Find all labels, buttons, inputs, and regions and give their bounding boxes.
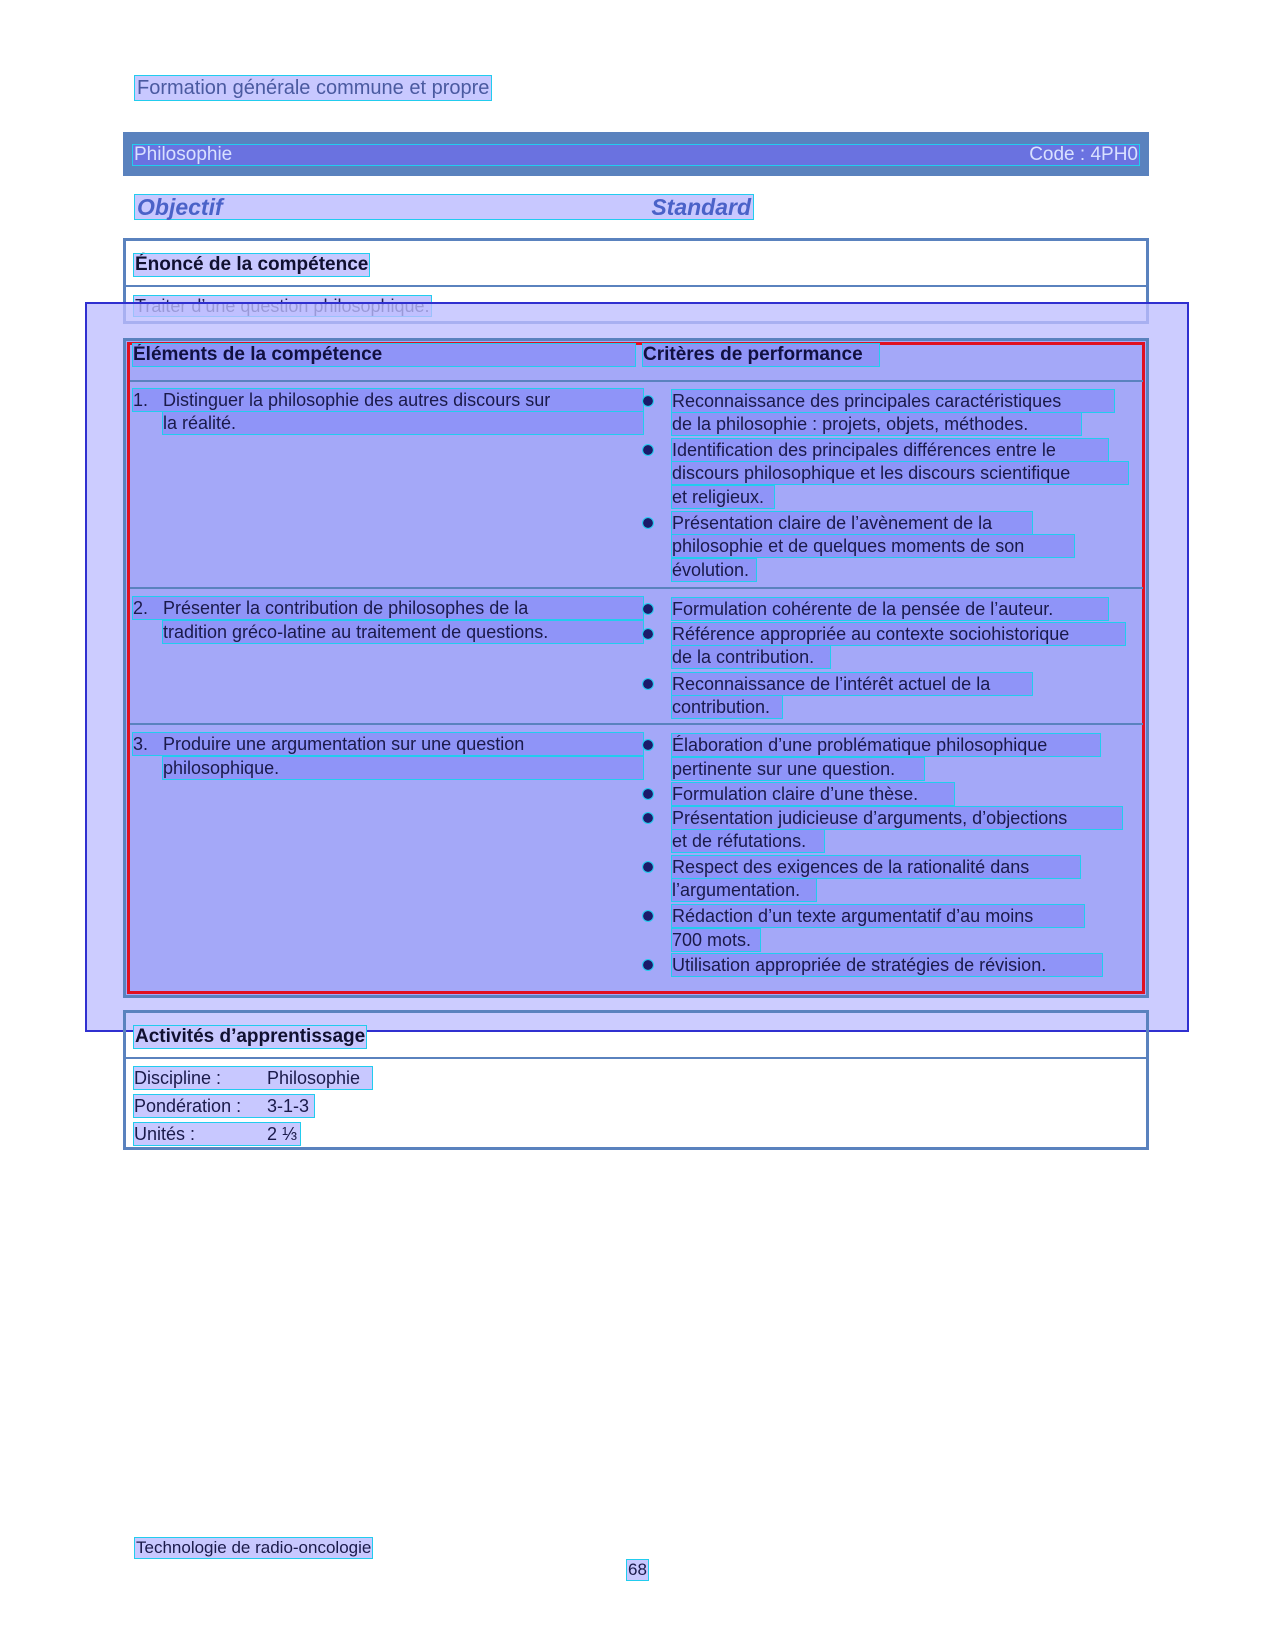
criterion-line: Formulation claire d’une thèse. xyxy=(672,783,954,805)
bullet-icon xyxy=(643,445,653,455)
bullet-icon xyxy=(643,679,653,689)
objectif-label: Objectif xyxy=(137,194,223,220)
element-line: Produire une argumentation sur une question xyxy=(163,734,525,754)
footer-program: Technologie de radio-oncologie xyxy=(136,1538,372,1557)
criterion-line: Présentation claire de l’avènement de la xyxy=(672,512,1032,534)
bullet-icon xyxy=(643,911,653,921)
element-line: Présenter la contribution de philosophes de la xyxy=(163,598,529,618)
criterion-line: contribution. xyxy=(672,696,782,718)
discipline-band-inner xyxy=(133,145,1139,165)
element-line: la réalité. xyxy=(163,412,643,434)
discipline-label: Discipline : xyxy=(134,1068,222,1088)
element-line: philosophique. xyxy=(163,757,643,779)
section-title: Formation générale commune et propre xyxy=(137,77,490,99)
criterion-line: et de réfutations. xyxy=(672,830,824,852)
unites-row xyxy=(134,1123,300,1145)
criterion-line: Présentation judicieuse d’arguments, d’objections xyxy=(672,807,1122,829)
bullet-icon xyxy=(643,960,653,970)
enonce-title: Énoncé de la compétence xyxy=(135,254,369,275)
divider xyxy=(130,587,1143,589)
activites-box xyxy=(123,1010,1149,1150)
bullet-icon xyxy=(643,789,653,799)
page-number: 68 xyxy=(628,1560,647,1579)
criterion-line: Reconnaissance de l’intérêt actuel de la xyxy=(672,673,1032,695)
criterion-line: Utilisation appropriée de stratégies de révision. xyxy=(672,954,1102,976)
divider xyxy=(126,285,1146,287)
criterion-line: Respect des exigences de la rationalité dans xyxy=(672,856,1080,878)
discipline-band xyxy=(123,132,1149,176)
criterion-line: Identification des principales différences entre le xyxy=(672,439,1108,461)
element-line: Distinguer la philosophie des autres discours sur xyxy=(163,390,551,410)
divider xyxy=(126,1057,1146,1059)
bullet-icon xyxy=(643,518,653,528)
element-number: 3. xyxy=(133,733,643,755)
discipline-value: Philosophie xyxy=(267,1068,361,1088)
discipline-name: Philosophie xyxy=(134,144,233,165)
standard-label: Standard xyxy=(651,194,751,220)
criterion-line: l’argumentation. xyxy=(672,879,816,901)
criterion-line: Formulation cohérente de la pensée de l’auteur. xyxy=(672,598,1108,620)
element-number: 1. xyxy=(133,389,643,411)
unites-label: Unités : xyxy=(134,1124,196,1144)
criterion-line: pertinente sur une question. xyxy=(672,758,924,780)
element-number: 2. xyxy=(133,597,643,619)
bullet-icon xyxy=(643,740,653,750)
criterion-line: de la contribution. xyxy=(672,646,830,668)
bullet-icon xyxy=(643,862,653,872)
bullet-icon xyxy=(643,813,653,823)
criterion-line: 700 mots. xyxy=(672,929,760,951)
discipline-code: Code : 4PH0 xyxy=(1029,144,1138,165)
criterion-line: et religieux. xyxy=(672,486,774,508)
bullet-icon xyxy=(643,604,653,614)
criterion-line: évolution. xyxy=(672,559,756,581)
discipline-row xyxy=(134,1067,372,1089)
ponderation-value: 3-1-3 xyxy=(267,1096,310,1116)
criterion-line: de la philosophie : projets, objets, méthodes. xyxy=(672,413,1081,435)
criterion-line: Élaboration d’une problématique philosophique xyxy=(672,734,1100,756)
bullet-icon xyxy=(643,396,653,406)
col-header-elements: Éléments de la compétence xyxy=(133,344,635,366)
objectif-standard-row xyxy=(135,195,753,219)
criterion-line: Rédaction d’un texte argumentatif d’au moins xyxy=(672,905,1084,927)
criterion-line: Référence appropriée au contexte sociohistorique xyxy=(672,623,1125,645)
col-header-criteres: Critères de performance xyxy=(643,344,879,366)
criterion-line: Reconnaissance des principales caractéristiques xyxy=(672,390,1114,412)
ponderation-row xyxy=(134,1095,314,1117)
divider xyxy=(130,723,1143,725)
activites-title: Activités d’apprentissage xyxy=(135,1026,366,1047)
criterion-line: discours philosophique et les discours scientifique xyxy=(672,462,1128,484)
criterion-line: philosophie et de quelques moments de son xyxy=(672,535,1074,557)
ponderation-label: Pondération : xyxy=(134,1096,242,1116)
element-line: tradition gréco-latine au traitement de questions. xyxy=(163,621,643,643)
bullet-icon xyxy=(643,629,653,639)
divider xyxy=(130,380,1143,382)
unites-value: 2 ⅓ xyxy=(267,1124,298,1144)
